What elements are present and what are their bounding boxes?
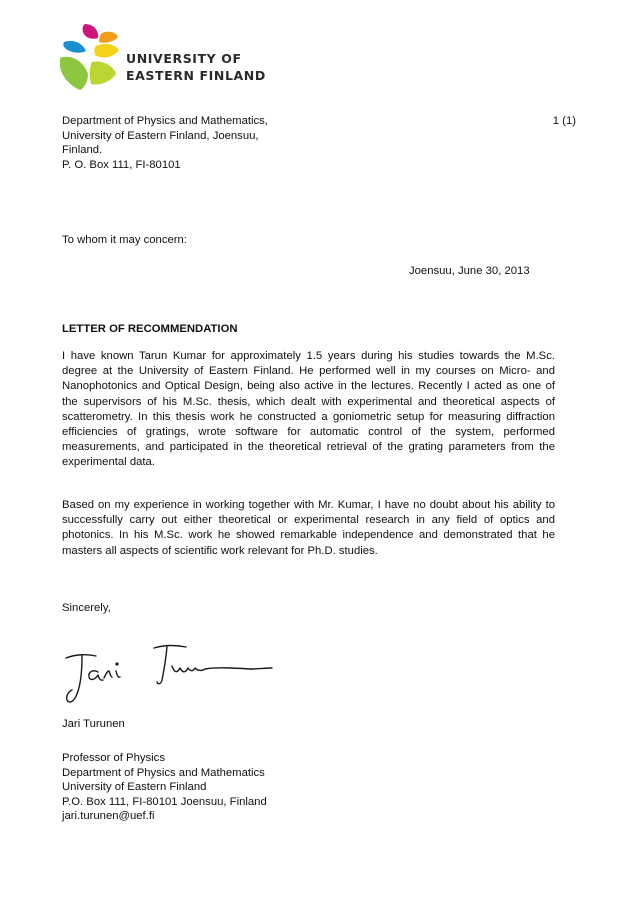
- emblem-petal-green: [60, 57, 88, 90]
- emblem-petal-magenta: [83, 24, 99, 39]
- signer-position: Professor of Physics: [62, 752, 165, 764]
- signer-name: Jari Turunen: [62, 718, 125, 730]
- address-line: P. O. Box 111, FI-80101: [62, 158, 181, 171]
- signature-stroke: [154, 646, 186, 648]
- university-logo: [58, 22, 266, 102]
- sender-address: [62, 114, 268, 172]
- handwritten-signature: [62, 640, 277, 710]
- letter-title: LETTER OF RECOMMENDATION: [62, 323, 238, 335]
- signer-details: [62, 751, 267, 824]
- address-line: Department of Physics and Mathematics,: [62, 115, 268, 127]
- signature-stroke: [116, 671, 120, 677]
- salutation: To whom it may concern:: [62, 234, 187, 246]
- signature-stroke: [172, 666, 272, 672]
- signature-stroke: [116, 663, 118, 665]
- signer-email: jari.turunen@uef.fi: [62, 810, 155, 822]
- signature-stroke: [67, 656, 82, 702]
- emblem-petal-orange: [99, 32, 118, 43]
- place-and-date: Joensuu, June 30, 2013: [409, 265, 530, 277]
- body-paragraph: I have known Tarun Kumar for approximately 1.5 years during his studies towards the M.Sc. degree at the University of Eastern Finland. He performed well in my courses on Micro- and Nanophotonics and Optical Design, being also active in the lectures. Recently I acted as one of the supervisors of his M.Sc. thesis, which dealt with experimental and theoretical aspects of scatterometry. In this thesis work he constructed a goniometric setup for measuring diffraction efficiencies of gratings, wrote software for automatic control of the system, performed measurements, and participated in the theoretical retrieval of the grating parameters from the experimental data.: [62, 350, 555, 469]
- body-paragraph: Based on my experience in working together with Mr. Kumar, I have no doubt about his ability to successfully carry out either theoretical or experimental research in any field of optics and photonics. In his M.Sc. work he showed remarkable independence and demonstrated that he masters all aspects of scientific work relevant for Ph.D. studies.: [62, 499, 555, 557]
- university-name-line2: EASTERN FINLAND: [126, 68, 266, 83]
- signature-stroke: [89, 671, 103, 680]
- address-line: University of Eastern Finland, Joensuu,: [62, 129, 259, 142]
- signature-stroke: [157, 647, 167, 684]
- university-name-line1: UNIVERSITY OF: [126, 51, 242, 66]
- university-name: [126, 50, 266, 84]
- signer-university: University of Eastern Finland: [62, 781, 207, 793]
- university-emblem-icon: [58, 22, 122, 94]
- signer-address: P.O. Box 111, FI-80101 Joensuu, Finland: [62, 795, 267, 808]
- emblem-petal-yellow: [94, 44, 119, 58]
- closing: Sincerely,: [62, 602, 111, 614]
- signature-stroke: [104, 671, 112, 678]
- emblem-petal-blue: [63, 41, 86, 53]
- signature-stroke: [66, 655, 96, 658]
- address-line: Finland.: [62, 144, 103, 156]
- emblem-petal-lime: [90, 62, 116, 85]
- signer-department: Department of Physics and Mathematics: [62, 766, 265, 779]
- page-number: 1 (1): [552, 115, 576, 127]
